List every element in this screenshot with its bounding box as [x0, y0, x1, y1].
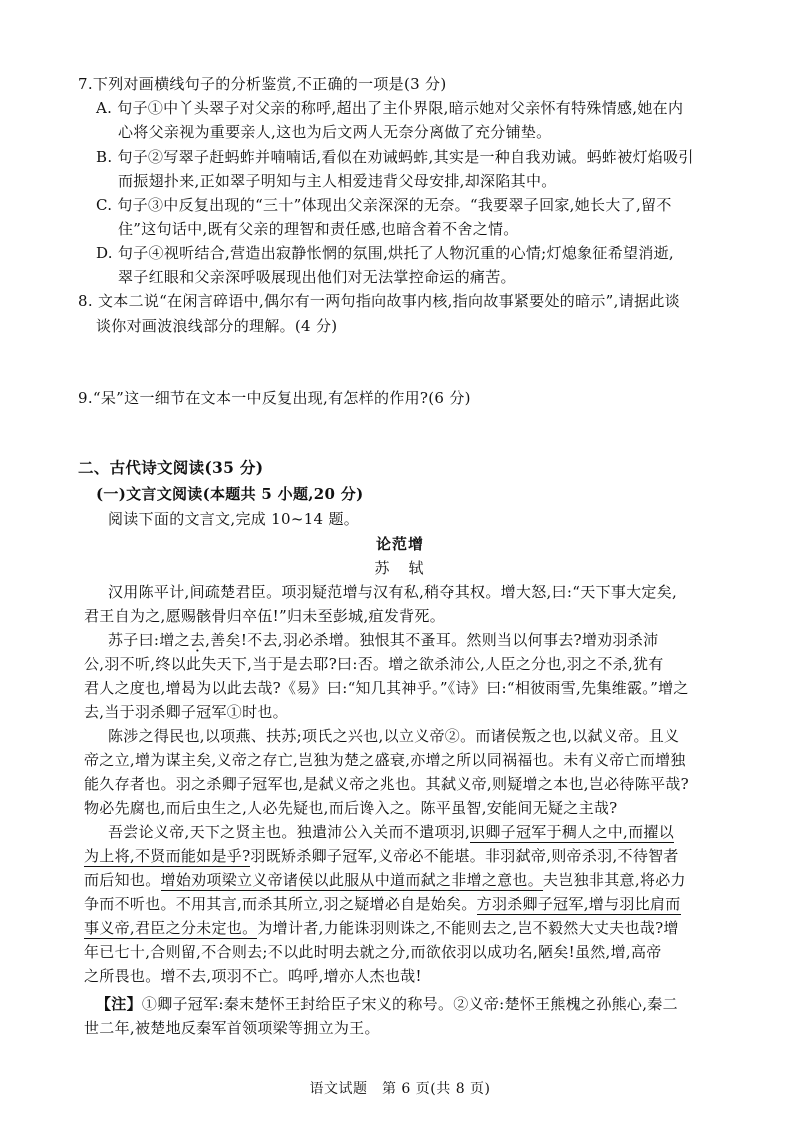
- passage-p4-text: 吾尝论义帝,天下之贤主也。独遣沛公入关而不遣项羽,: [108, 823, 471, 841]
- passage-p4-line3: [84, 870, 800, 890]
- passage-title: 论范增: [375, 535, 424, 553]
- option-a-line1: A. 句子①中丫头翠子对父亲的称呼,超出了主仆界限,暗示她对父亲怀有特殊情感,她在内: [96, 99, 684, 117]
- emphasis-char-qu: 去: [189, 631, 206, 649]
- question-9: 9.“呆”这一细节在文本一中反复出现,有怎样的作用?(6 分): [78, 389, 471, 407]
- note-label: 【注】: [96, 995, 142, 1013]
- underlined-sentence: 识卿子冠军于稠人之中,而擢以: [470, 823, 675, 841]
- passage-p4-line1: [108, 822, 800, 842]
- option-b-line2: 而振翅扑来,正如翠子明知与主人相爱违背父母安排,却深陷其中。: [118, 172, 557, 190]
- passage-p4-line2: [84, 846, 800, 866]
- option-c-line1: C. 句子③中反复出现的“三十”体现出父亲深深的无奈。“我要翠子回家,她长大了,留不: [96, 196, 672, 214]
- passage-p2-line4: 去,当于羽杀卿子冠军①时也。: [84, 703, 288, 721]
- option-a-line2: 心将父亲视为重要亲人,这也为后文两人无奈分离做了充分铺垫。: [118, 123, 552, 141]
- reading-instruction: 阅读下面的文言文,完成 10~14 题。: [108, 510, 360, 528]
- question-7-stem: 7.下列对画横线句子的分析鉴赏,不正确的一项是(3 分): [78, 75, 447, 93]
- passage-p4-text: 争而不听也。不用其言,而杀其所立,羽之疑增必自是始矣。: [84, 895, 477, 913]
- passage-p3-line3: 能久存者也。羽之杀卿子冠军也,是弑义帝之兆也。其弑义帝,则疑增之本也,岂必待陈平哉?: [84, 775, 689, 793]
- passage-p4-line5: [84, 918, 800, 938]
- underlined-sentence: 事义帝,君臣之分未定也。: [84, 919, 258, 937]
- passage-p4-line6: 年已七十,合则留,不合则去;不以此时明去就之分,而欲依羽以成功名,陋矣!虽然,增,高帝: [84, 943, 662, 961]
- passage-p4-text: 羽既矫杀卿子冠军,义帝必不能堪。非羽弑帝,则帝杀羽,不待智者: [250, 847, 679, 865]
- passage-p2-line3: 君人之度也,增曷为以此去哉?《易》曰:“知几其神乎。”《诗》曰:“相彼雨雪,先集维霰。”增之: [84, 679, 689, 697]
- passage-p2-line1: [108, 630, 800, 650]
- option-c-line2: 住”这句话中,既有父亲的理智和责任感,也暗含着不舍之情。: [118, 220, 519, 238]
- option-d-line2: 翠子红眼和父亲深呼吸展现出他们对无法掌控命运的痛苦。: [118, 268, 516, 286]
- subsection-heading: (一)文言文阅读(本题共 5 小题,20 分): [96, 485, 364, 503]
- underlined-sentence: 方羽杀卿子冠军,增与羽比肩而: [476, 895, 681, 913]
- option-b-line1: B. 句子②写翠子赶蚂蚱并喃喃话,看似在劝诫蚂蚱,其实是一种自我劝诫。蚂蚱被灯焰吸引: [96, 148, 694, 166]
- passage-p2-part-a: 苏子曰:增之: [108, 631, 190, 649]
- page-footer: 语文试题 第 6 页(共 8 页): [309, 1081, 491, 1097]
- passage-p4-text: 而后知也。: [84, 871, 161, 889]
- question-8-line1: 8. 文本二说“在闲言碎语中,偶尔有一两句指向故事内核,指向故事紧要处的暗示”,请据此谈: [78, 292, 680, 310]
- passage-p4-text: 夫岂独非其意,将必力: [543, 871, 686, 889]
- passage-p2-part-c: ,善矣!不去,羽必杀增。独恨其不蚤耳。然则当以何事去?增劝羽杀沛: [205, 631, 659, 649]
- passage-p4-line7: 之所畏也。增不去,项羽不亡。呜呼,增亦人杰也哉!: [84, 967, 422, 985]
- note-line1: [96, 994, 800, 1014]
- passage-p1-line1: 汉用陈平计,间疏楚君臣。项羽疑范增与汉有私,稍夺其权。增大怒,曰:“天下事大定矣,: [108, 583, 678, 601]
- passage-p3-line2: 帝之立,增为谋主矣,义帝之存亡,岂独为楚之盛衰,亦增之所以同祸福也。未有义帝亡而增独: [84, 751, 686, 769]
- passage-p1-line2: 君王自为之,愿赐骸骨归卒伍!”归未至彭城,疽发背死。: [84, 607, 446, 625]
- passage-author: 苏 轼: [374, 559, 426, 577]
- passage-p3-line1: 陈涉之得民也,以项燕、扶苏;项氏之兴也,以立义帝②。而诸侯叛之也,以弑义帝。且义: [108, 727, 680, 745]
- passage-p3-line4: 物必先腐也,而后虫生之,人必先疑也,而后谗入之。陈平虽智,安能间无疑之主哉?: [84, 799, 618, 817]
- question-8-line2: 谈你对画波浪线部分的理解。(4 分): [96, 317, 338, 335]
- underlined-sentence: 为上将,不贤而能如是乎?: [84, 847, 251, 865]
- option-d-line1: D. 句子④视听结合,营造出寂静怅惘的氛围,烘托了人物沉重的心情;灯熄象征希望消逝,: [96, 244, 674, 262]
- note-line2: 世二年,被楚地反秦军首领项梁等拥立为王。: [84, 1019, 380, 1037]
- section-heading: 二、古代诗文阅读(35 分): [78, 458, 264, 477]
- note-text: ①卿子冠军:秦末楚怀王封给臣子宋义的称号。②义帝:楚怀王熊槐之孙熊心,秦二: [141, 995, 678, 1013]
- passage-p2-line2: 公,羽不听,终以此失天下,当于是去耶?曰:否。增之欲杀沛公,人臣之分也,羽之不杀,犹有: [84, 655, 664, 673]
- passage-p4-text: 为增计者,力能诛羽则诛之,不能则去之,岂不毅然大丈夫也哉?增: [257, 919, 679, 937]
- passage-p4-line4: [84, 894, 800, 914]
- underlined-sentence: 增始劝项梁立义帝诸侯以此服从中道而弑之非增之意也。: [160, 871, 544, 889]
